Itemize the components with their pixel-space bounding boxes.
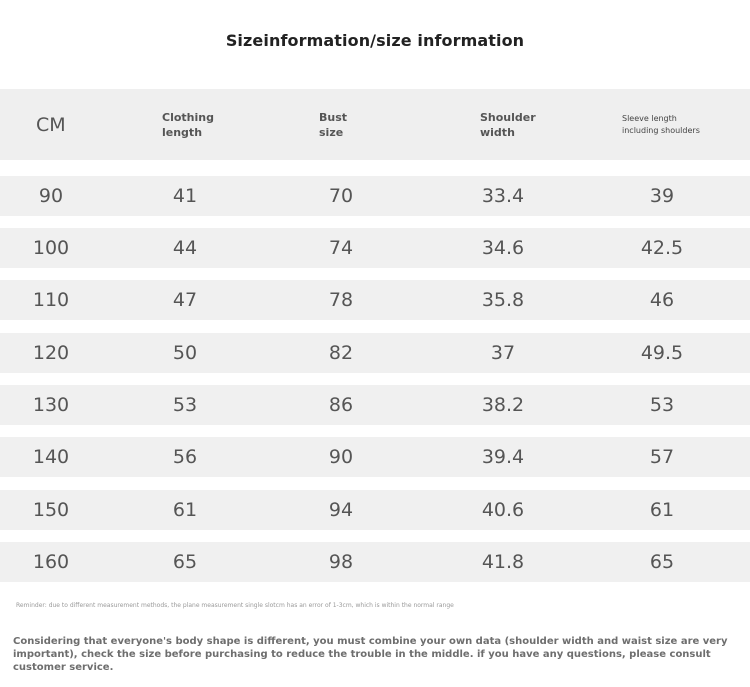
cell-cm: 160	[32, 551, 70, 573]
cell-sleeve-length: 42.5	[640, 237, 684, 259]
cell-sleeve-length: 53	[649, 394, 675, 416]
cell-cm: 120	[32, 342, 70, 364]
cell-bust-size: 70	[328, 185, 354, 207]
cell-bust-size: 78	[328, 289, 354, 311]
cell-sleeve-length: 46	[649, 289, 675, 311]
cell-bust-size: 82	[328, 342, 354, 364]
table-row	[0, 385, 750, 425]
header-clothing-length-label: Clothing length	[162, 110, 214, 139]
cell-shoulder-width: 34.6	[481, 237, 525, 259]
cell-shoulder-width: 41.8	[481, 551, 525, 573]
cell-clothing-length: 53	[172, 394, 198, 416]
cell-bust-size: 74	[328, 237, 354, 259]
cell-cm: 90	[38, 185, 64, 207]
cell-shoulder-width: 38.2	[481, 394, 525, 416]
cell-clothing-length: 61	[172, 499, 198, 521]
cell-clothing-length: 44	[172, 237, 198, 259]
table-row	[0, 333, 750, 373]
table-row	[0, 490, 750, 530]
size-advice-note: Considering that everyone's body shape is different, you must combine your own data (shoulder width and waist size are very important), check the size before purchasing to reduce the trouble in the middle. if you have any questions, please consult customer service.	[13, 636, 728, 673]
header-sleeve-length-label: Sleeve length including shoulders	[622, 113, 700, 135]
cell-sleeve-length: 61	[649, 499, 675, 521]
cell-bust-size: 94	[328, 499, 354, 521]
cell-clothing-length: 65	[172, 551, 198, 573]
header-bust-size	[319, 89, 347, 160]
measurement-reminder: Reminder: due to different measurement methods, the plane measurement single slotcm has an error of 1-3cm, which is within the normal range	[16, 602, 454, 609]
table-row	[0, 542, 750, 582]
cell-clothing-length: 50	[172, 342, 198, 364]
cell-cm: 140	[32, 446, 70, 468]
page-title: Sizeinformation/size information	[225, 31, 525, 50]
header-clothing-length	[162, 89, 214, 160]
table-row	[0, 176, 750, 216]
cell-shoulder-width: 35.8	[481, 289, 525, 311]
table-row	[0, 437, 750, 477]
cell-shoulder-width: 33.4	[481, 185, 525, 207]
cell-shoulder-width: 39.4	[481, 446, 525, 468]
cell-sleeve-length: 39	[649, 185, 675, 207]
table-row	[0, 280, 750, 320]
table-row	[0, 228, 750, 268]
cell-cm: 150	[32, 499, 70, 521]
header-shoulder-width	[480, 89, 536, 160]
cell-clothing-length: 56	[172, 446, 198, 468]
cell-clothing-length: 41	[172, 185, 198, 207]
cell-shoulder-width: 40.6	[481, 499, 525, 521]
cell-sleeve-length: 65	[649, 551, 675, 573]
size-table-header	[0, 89, 750, 160]
cell-bust-size: 86	[328, 394, 354, 416]
header-sleeve-length	[622, 89, 700, 160]
header-cm	[36, 89, 66, 160]
cell-bust-size: 90	[328, 446, 354, 468]
cell-sleeve-length: 57	[649, 446, 675, 468]
cell-shoulder-width: 37	[490, 342, 516, 364]
cell-bust-size: 98	[328, 551, 354, 573]
header-shoulder-width-label: Shoulder width	[480, 110, 536, 139]
cell-cm: 110	[32, 289, 70, 311]
cell-cm: 130	[32, 394, 70, 416]
header-bust-size-label: Bust size	[319, 110, 348, 139]
cell-cm: 100	[32, 237, 70, 259]
cell-sleeve-length: 49.5	[640, 342, 684, 364]
cell-clothing-length: 47	[172, 289, 198, 311]
header-cm-label: CM	[36, 113, 66, 136]
